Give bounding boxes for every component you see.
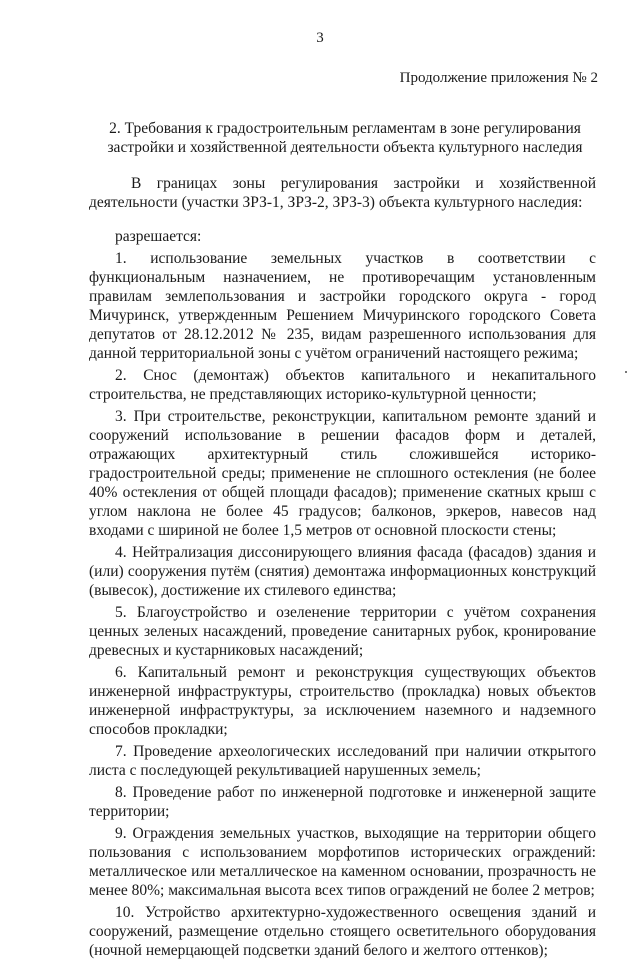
list-item: 4. Нейтрализация диссонирующего влияния фасада (фасадов) здания и (или) сооружения путём (снятия) демонтажа информационных конструкций (вывесок), достижение их стилевого единства; [89,544,596,599]
allowed-label: разрешается: [115,228,202,245]
list-item: 7. Проведение археологических исследований при наличии открытого листа с последующей рекультивацией нарушенных земель; [89,743,596,779]
list-item: 5. Благоустройство и озеленение территории с учётом сохранения ценных зеленых насаждений, проведение санитарных рубок, кронирование древесных и кустарниковых насаждений; [89,604,596,659]
page-number: 3 [316,30,324,46]
intro-paragraph: В границах зоны регулирования застройки и хозяйственной деятельности (участки ЗРЗ-1, ЗРЗ-2, ЗРЗ-3) объекта культурного наследия: [89,175,596,211]
list-item: 10. Устройство архитектурно-художественного освещения зданий и сооружений, размещение отдельно стоящего осветительного оборудования (ночной немерцающей подсветки зданий белого и желтого оттенков); [89,904,596,959]
list-item: 3. При строительстве, реконструкции, капитальном ремонте зданий и сооружений использование в решении фасадов форм и деталей, отражающих архитектурный стиль сложившейся историко-градостроительной среды; применение не сплошного остекления (не более 40% остекления от общей площади фасадов); применение скатных крыш с углом наклона не более 45 градусов; балконов, эркеров, навесов над входами с шириной не более 1,5 метров от основной плоскости стены; [89,408,596,539]
section-title: 2. Требования к градостроительным регламентам в зоне регулирования застройки и хозяйственной деятельности объекта культурного наследия [107,120,583,156]
list-item: 2. Снос (демонтаж) объектов капитального и некапитального строительства, не представляющих историко-культурной ценности; [89,367,596,403]
scan-speck [625,371,627,373]
list-item: 1. использование земельных участков в соответствии с функциональным назначением, не противоречащим установленным правилам землепользования и застройки городского округа - город Мичуринск, утвержденным Решением Мичуринского городского Совета депутатов от 28.12.2012 № 235, видам разрешенного использования для данной территориальной зоны с учётом ограничений настоящего режима; [89,250,596,362]
list-item: 8. Проведение работ по инженерной подготовке и инженерной защите территории; [89,784,596,820]
body-text [89,174,596,963]
appendix-continuation-note: Продолжение приложения № 2 [399,70,598,86]
list-item: 6. Капитальный ремонт и реконструкция существующих объектов инженерной инфраструктуры, строительство (прокладка) новых объектов инженерной инфраструктуры, за исключением наземного и надземного способов прокладки; [89,664,596,738]
list-item: 9. Ограждения земельных участков, выходящие на территории общего пользования с использованием морфотипов исторических ограждений: металлическое или металлическое на каменном основании, прозрачность не менее 80%; максимальная высота всех типов ограждений не более 2 метров; [89,825,596,899]
